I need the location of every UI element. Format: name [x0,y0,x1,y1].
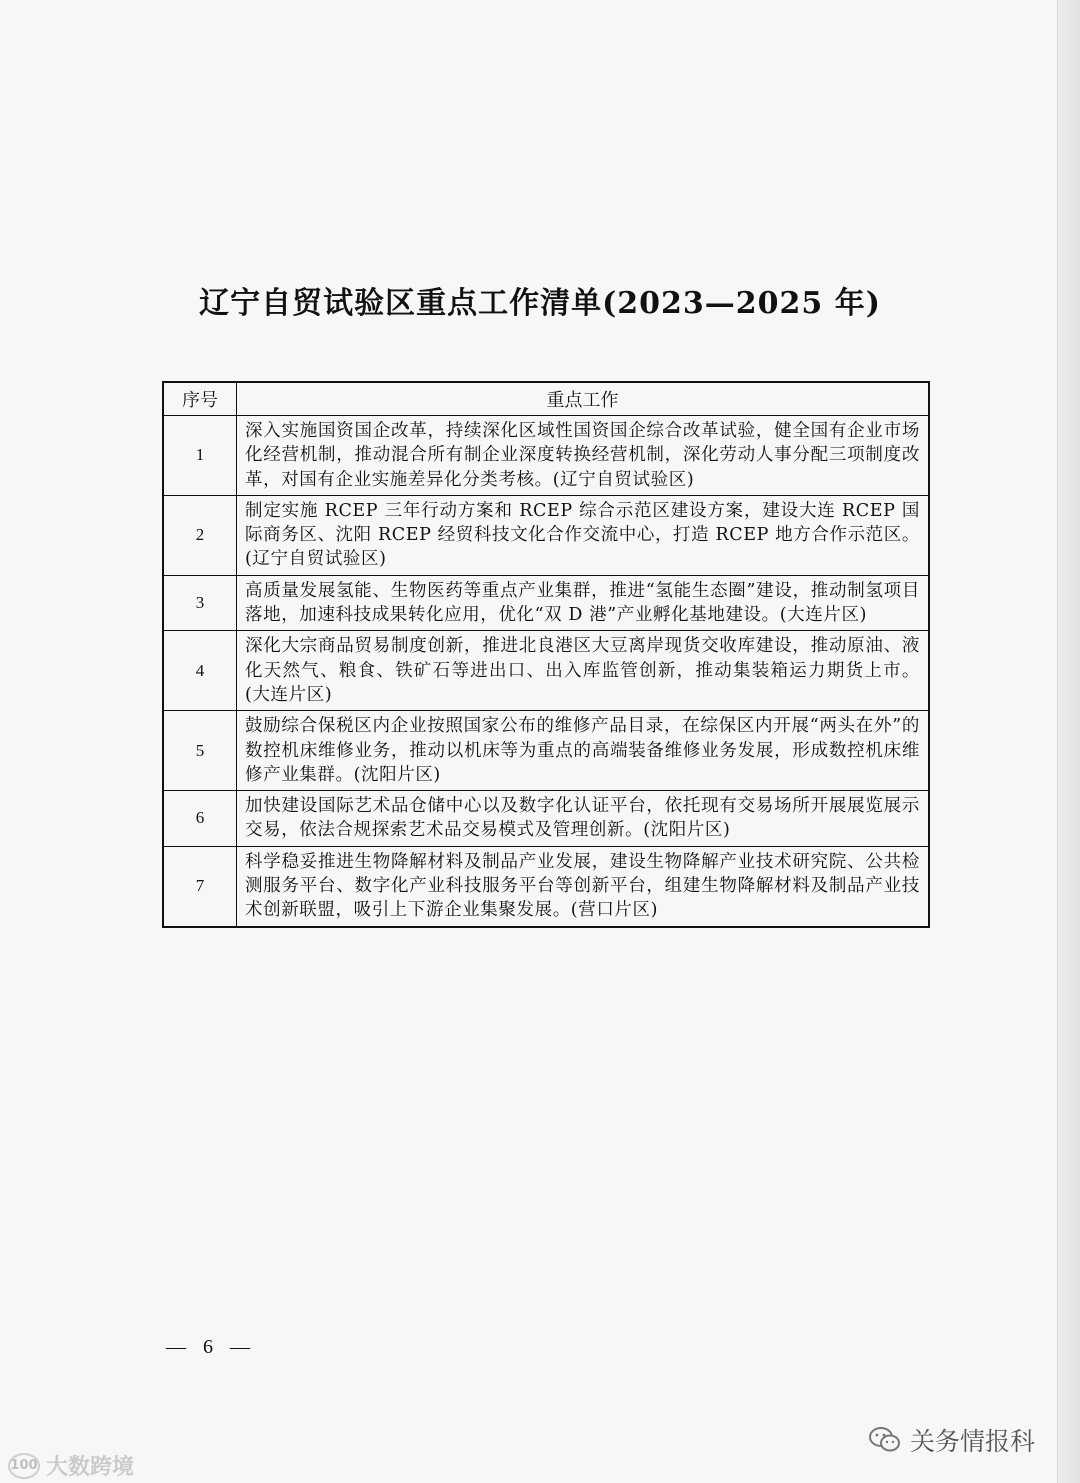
header-key-work: 重点工作 [237,382,930,416]
table-row [163,575,929,631]
row-content: 深化大宗商品贸易制度创新，推进北良港区大豆离岸现货交收库建设，推动原油、液化天然气、粮食、铁矿石等进出口、出入库监管创新，推动集装箱运力期货上市。(大连片区) [237,631,930,711]
watermark-left [8,1450,134,1481]
watermark-logo-icon: 100 [8,1453,40,1479]
row-number: 6 [163,791,237,847]
table-row [163,791,929,847]
wechat-icon [868,1426,902,1454]
row-content: 高质量发展氢能、生物医药等重点产业集群，推进“氢能生态圈”建设，推动制氢项目落地，加速科技成果转化应用，优化“双 D 港”产业孵化基地建设。(大连片区) [237,575,930,631]
table-row [163,846,929,926]
row-content: 鼓励综合保税区内企业按照国家公布的维修产品目录，在综保区内开展“两头在外”的数控机床维修业务，推动以机床等为重点的高端装备维修业务发展，形成数控机床维修产业集群。(沈阳片区) [237,711,930,791]
table-row [163,631,929,711]
row-number: 2 [163,495,237,575]
row-content: 深入实施国资国企改革，持续深化区域性国资国企综合改革试验，健全国有企业市场化经营机制，推动混合所有制企业深度转换经营机制，深化劳动人事分配三项制度改革，对国有企业实施差异化分类考核。(辽宁自贸试验区) [237,416,930,496]
table-row [163,416,929,496]
watermark-right [868,1422,1035,1458]
row-number: 7 [163,846,237,926]
page-edge-shadow [1057,0,1080,1483]
row-number: 4 [163,631,237,711]
row-content: 制定实施 RCEP 三年行动方案和 RCEP 综合示范区建设方案，建设大连 RCEP 国际商务区、沈阳 RCEP 经贸科技文化合作交流中心，打造 RCEP 地方合作示范区。(辽宁自贸试验区) [237,495,930,575]
row-number: 3 [163,575,237,631]
watermark-left-text: 大数跨境 [46,1455,135,1480]
watermark-right-text: 关务情报科 [910,1427,1036,1456]
document-title: 辽宁自贸试验区重点工作清单(2023—2025 年) [199,286,881,321]
row-content: 科学稳妥推进生物降解材料及制品产业发展，建设生物降解产业技术研究院、公共检测服务平台、数字化产业科技服务平台等创新平台，组建生物降解材料及制品产业技术创新联盟，吸引上下游企业集聚发展。(营口片区) [237,846,930,926]
table-header-row [163,382,929,416]
key-work-table [162,381,930,928]
row-number: 5 [163,711,237,791]
table-row [163,711,929,791]
header-serial-number: 序号 [163,382,237,416]
page-number: — 6 — [166,1336,256,1358]
row-number: 1 [163,416,237,496]
row-content: 加快建设国际艺术品仓储中心以及数字化认证平台，依托现有交易场所开展展览展示交易，依法合规探索艺术品交易模式及管理创新。(沈阳片区) [237,791,930,847]
table-row [163,495,929,575]
